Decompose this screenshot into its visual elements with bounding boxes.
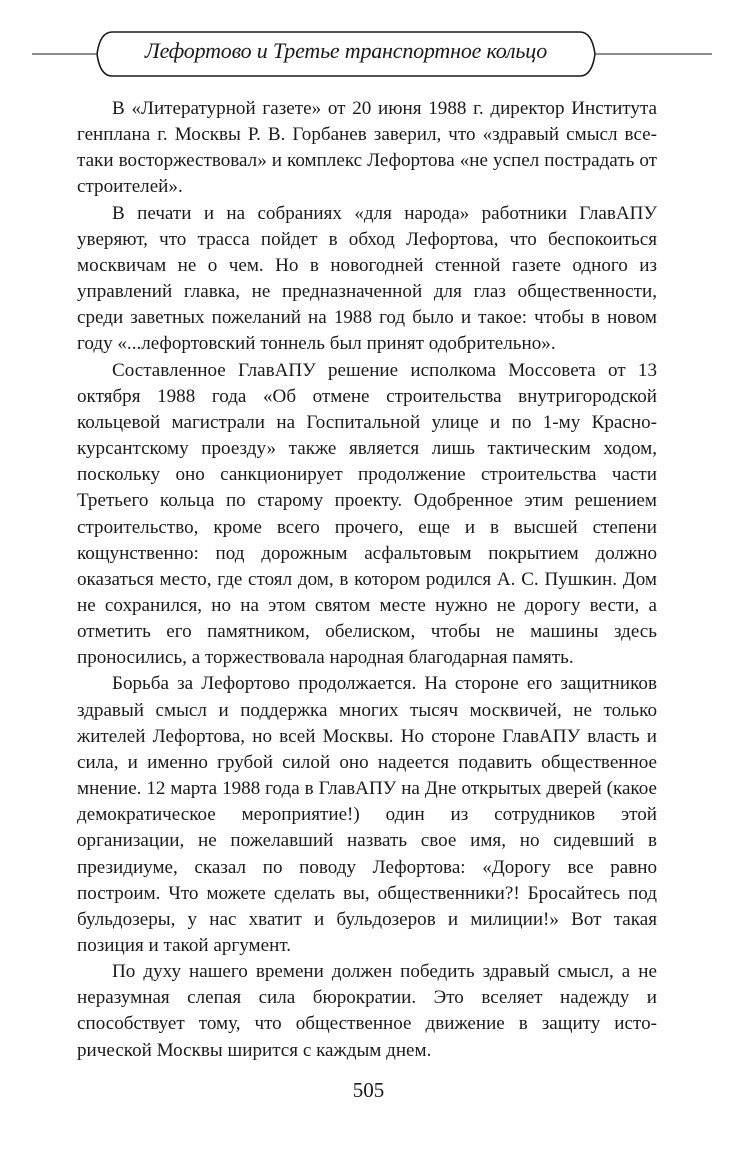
running-title: Лефортово и Третье транспортное кольцо	[144, 38, 548, 63]
paragraph: По духу нашего времени должен победить здравый смысл, а не неразумная слепая сила бюрократии. Это вселяет надежду и способствует тому, что общественное движение в защиту исторической Москвы ширится с каждым днем.	[77, 961, 657, 1061]
paragraph: Борьба за Лефортово продолжается. На стороне его защитников здравый смысл и поддержка многих тысяч москвичей, не только жителей Лефортова, но всей Москвы. Но стороне ГлавАПУ власть и сила, и именно грубой силой оно надеется подавить общественное мнение. 12 марта 1988 года в ГлавАПУ на Дне открытых дверей (какое демократическое мероприятие!) один из сотрудников этой организации, не пожелавший назвать свое имя, но сидевший в президиуме, сказал по поводу Лефортова: «Дорогу все равно построим. Что можете сделать вы, общественники?! Бросайтесь под бульдозеры, у нас хватит и бульдозеров и милиции!» Вот такая позиция и такой аргумент.	[77, 673, 657, 956]
paragraph: В «Литературной газете» от 20 июня 1988 г. директор Института генплана г. Москвы Р. В. Горбанев заверил, что «здравый смысл все-таки восторжествовал» и комплекс Лефортова «не успел пострадать от строителей».	[77, 98, 657, 198]
paragraph: Составленное ГлавАПУ решение исполкома Моссовета от 13 октября 1988 года «Об отмене строительства внутригородской кольцевой магистрали на Госпитальной улице и по 1-му Краснокурсантскому проезду» также является лишь тактическим ходом, поскольку оно санкционирует продолжение строительства части Третьего кольца по старому проекту. Одобренное этим решением строительство, кроме всего прочего, еще и в высшей степени кощунственно: под дорожным асфальтовым покрытием должно оказаться место, где стоял дом, в котором родился А. С. Пушкин. Дом не сохранился, но на этом святом месте нужно не дорогу вести, а отметить его памятником, обелиском, чтобы не машины здесь проносились, а торжествовала народная благодарная память.	[77, 359, 657, 669]
running-header	[0, 30, 737, 78]
body-text	[77, 96, 657, 1064]
page-number: 505	[352, 1078, 385, 1102]
paragraph: В печати и на собраниях «для народа» работники ГлавАПУ уверяют, что трасса пойдет в обход Лефортова, что беспокоиться москвичам не о чем. Но в новогодней стенной газете одного из управлений главка, не предназначенной для глаз общественности, среди заветных пожеланий на 1988 год было и такое: чтобы в новом году «...лефортовский тоннель был принят одобрительно».	[77, 202, 657, 355]
